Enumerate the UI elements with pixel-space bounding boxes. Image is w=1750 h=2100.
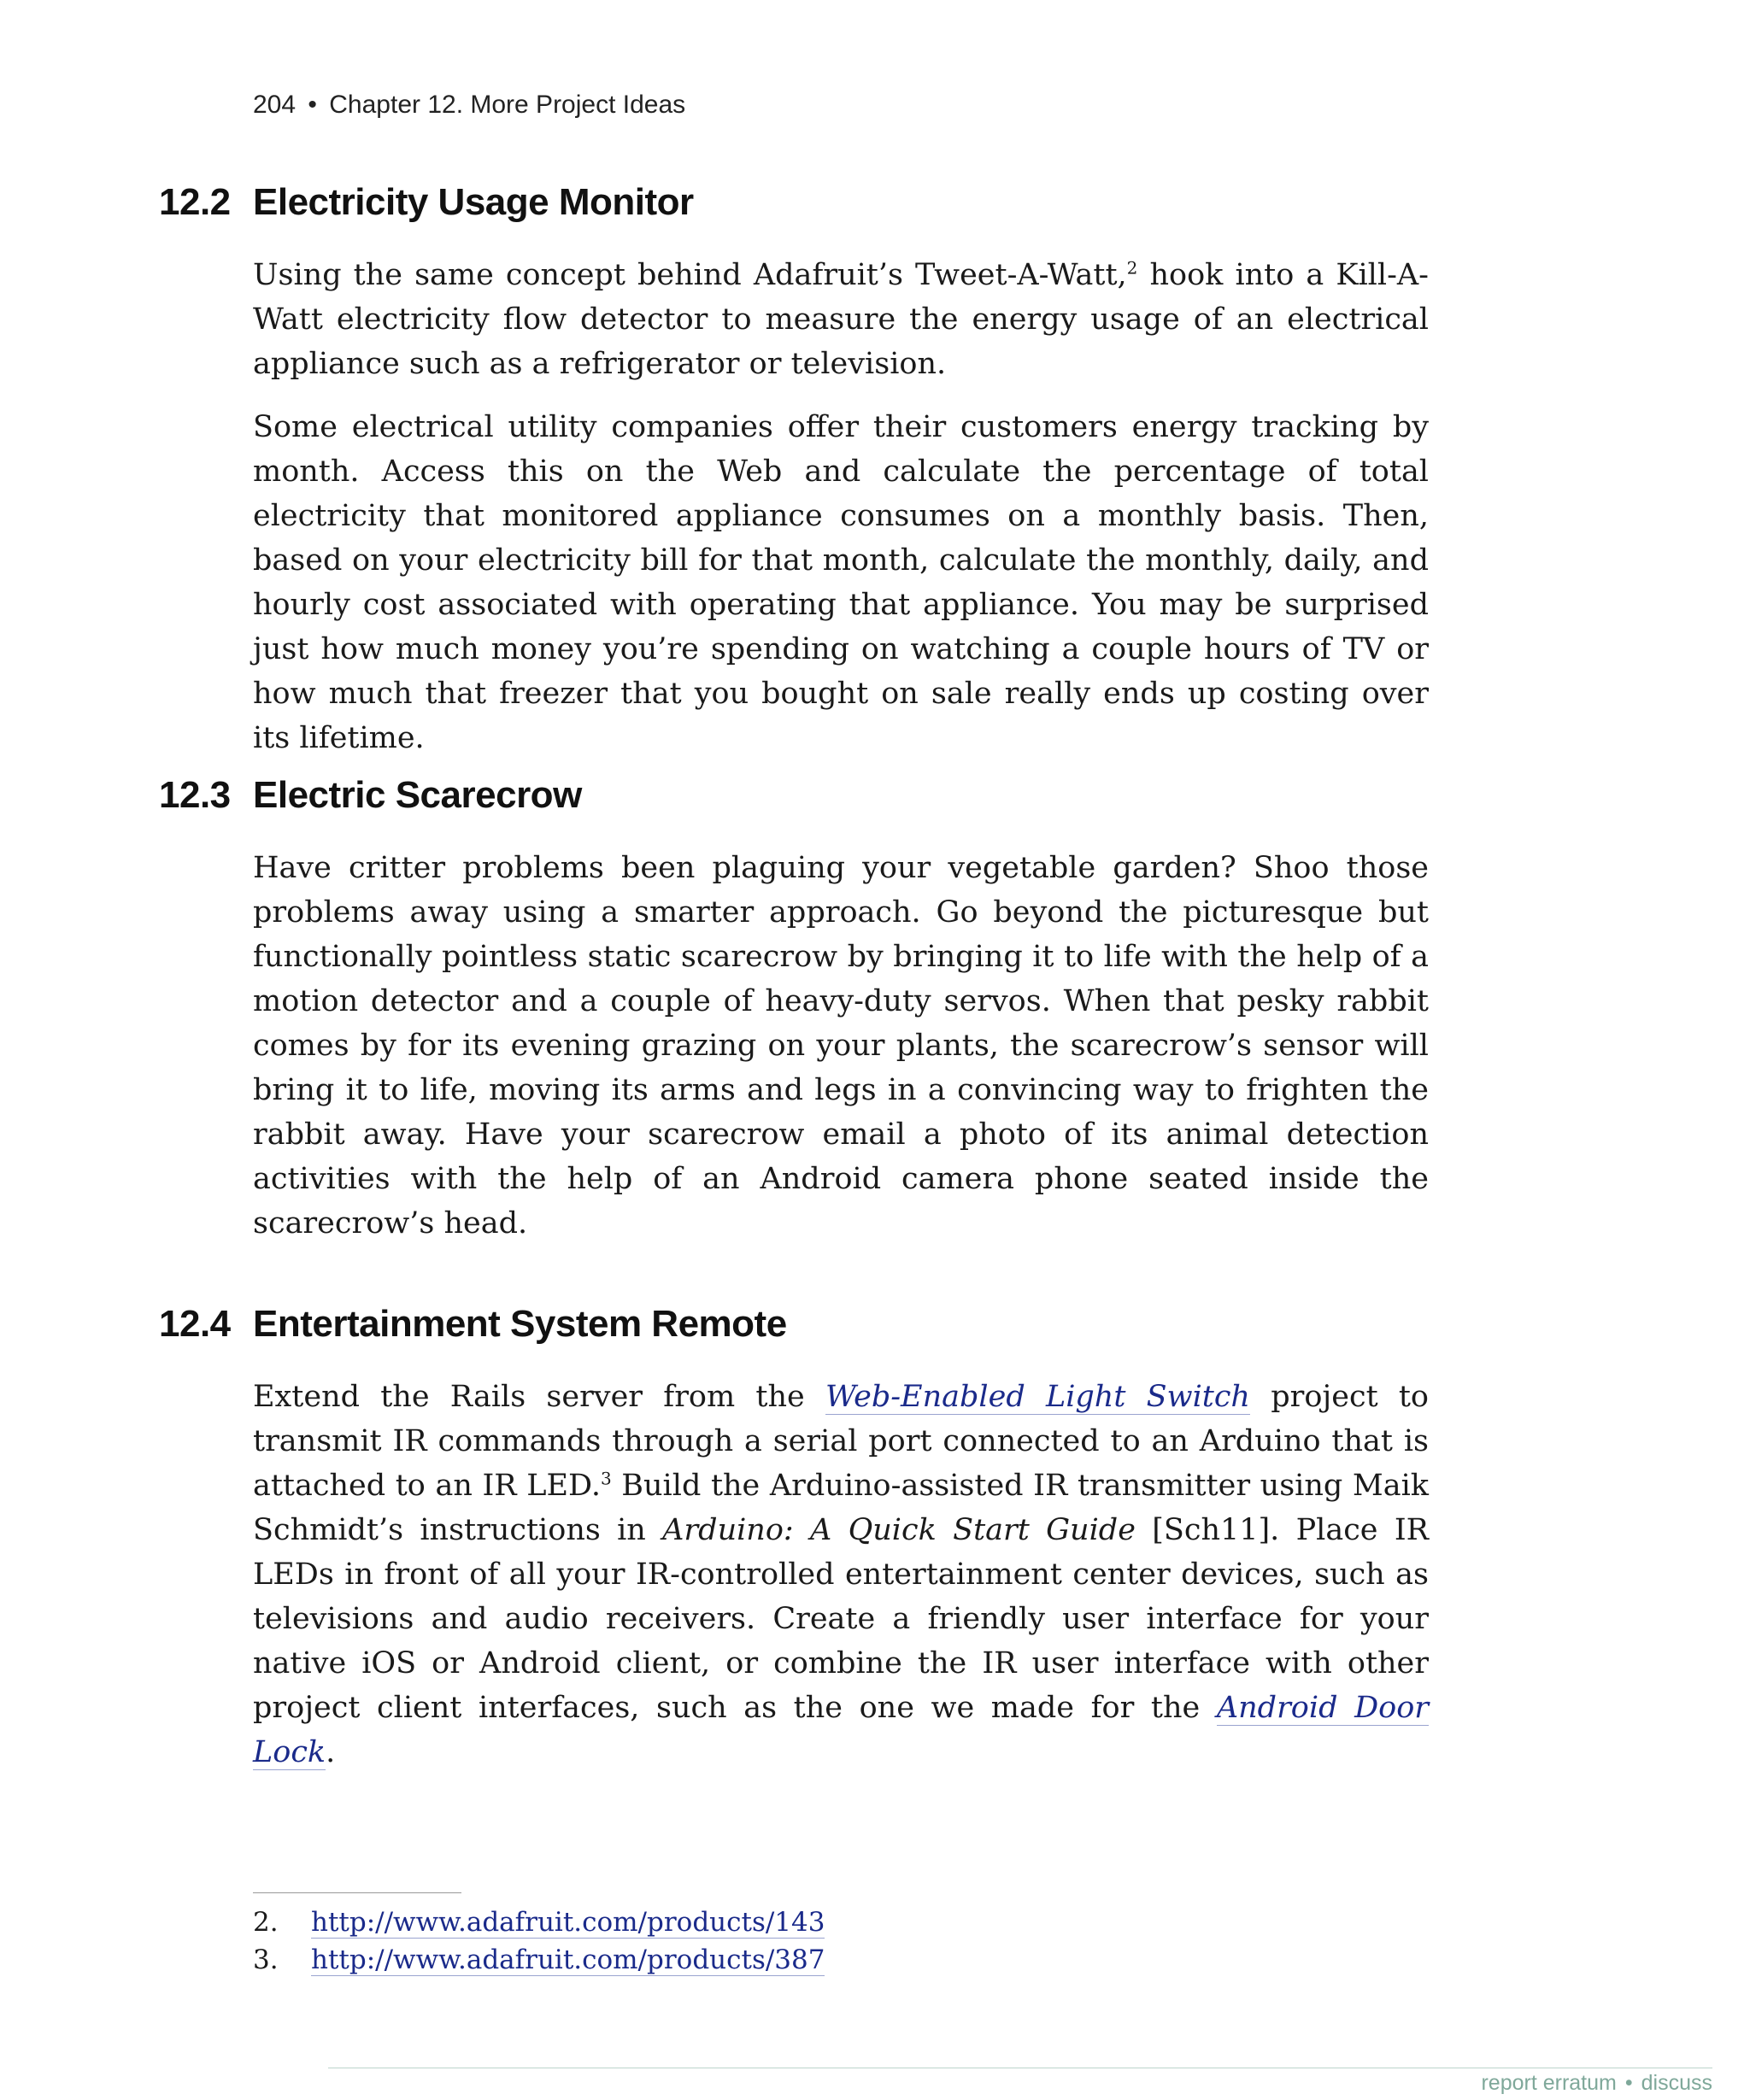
text-run: hook into a Kill-A-Watt electricity flow detector to measure the energy usage of an electrical appliance such as a refrigerator or television. xyxy=(253,258,1429,381)
link-web-enabled-light-switch[interactable]: Web-Enabled Light Switch xyxy=(825,1380,1250,1414)
section-heading xyxy=(159,181,1432,224)
book-citation: Arduino: A Quick Start Guide xyxy=(662,1513,1136,1547)
chapter-title: Chapter 12. More Project Ideas xyxy=(329,91,686,119)
footer-separator: • xyxy=(1624,2071,1633,2095)
text-run: project to transmit IR commands through a serial port connected to an Arduino that is attached to an IR LED. xyxy=(253,1380,1430,1503)
section-12-3 xyxy=(159,774,1432,1264)
footnote-number: 3. xyxy=(253,1945,279,1975)
footnote-divider xyxy=(253,1892,461,1893)
section-number: 12.2 xyxy=(159,181,231,223)
section-12-2 xyxy=(159,181,1432,779)
paragraph xyxy=(253,253,1429,386)
section-heading xyxy=(159,1303,1432,1346)
text-run: [Sch11]. Place IR LEDs in front of all your IR-controlled entertainment center devices, such as televisions and audio receivers. Create a friendly user interface for your native iOS or Android client, or combine the IR user interface with other project client interfaces, such as the one we made for the xyxy=(253,1513,1429,1725)
text-run: Build the Arduino-assisted IR transmitter using Maik Schmidt’s instructions in xyxy=(253,1469,1429,1547)
section-title: Electricity Usage Monitor xyxy=(253,181,694,223)
section-heading xyxy=(159,774,1432,817)
section-number: 12.4 xyxy=(159,1303,231,1345)
section-title: Electric Scarecrow xyxy=(253,774,582,816)
running-header xyxy=(253,91,685,120)
report-erratum-link[interactable]: report erratum xyxy=(1481,2071,1617,2095)
footnote-ref[interactable]: 2 xyxy=(1126,257,1138,279)
section-12-4 xyxy=(159,1303,1432,1793)
footnote-link[interactable]: http://www.adafruit.com/products/387 xyxy=(311,1945,825,1975)
paragraph xyxy=(253,1375,1429,1774)
section-body xyxy=(253,1375,1429,1774)
page-number: 204 xyxy=(253,91,297,119)
section-body xyxy=(253,253,1429,760)
section-title: Entertainment System Remote xyxy=(253,1303,787,1345)
link-android-door-lock[interactable]: Android Door Lock xyxy=(253,1691,1430,1769)
text-run: Extend the Rails server from the xyxy=(253,1380,825,1414)
paragraph: Some electrical utility companies offer their customers energy tracking by month. Access this on the Web and calculate the percentage of total electricity that monitored appliance consumes on a monthly basis. Then, based on your electricity bill for that month, calculate the monthly, daily, and hourly cost associated with operating that appliance. You may be surprised just how much money you’re spending on watching a couple hours of TV or how much that freezer that you bought on sale really ends up costing over its lifetime. xyxy=(253,410,1429,755)
text-run: . xyxy=(326,1735,336,1769)
footnote-ref[interactable]: 3 xyxy=(600,1468,612,1489)
footnote-link[interactable]: http://www.adafruit.com/products/143 xyxy=(311,1907,825,1938)
footnotes xyxy=(253,1903,825,1979)
header-bullet: • xyxy=(308,91,317,119)
section-number: 12.3 xyxy=(159,774,231,816)
footnote-number: 2. xyxy=(253,1907,279,1938)
paragraph: Have critter problems been plaguing your vegetable garden? Shoo those problems away using a smarter approach. Go beyond the picturesque but functionally pointless static scarecrow by bringing it to life with the help of a motion detector and a couple of heavy-duty servos. When that pesky rabbit comes by for its evening grazing on your plants, the scarecrow’s sensor will bring it to life, moving its arms and legs in a convincing way to frighten the rabbit away. Have your scarecrow email a photo of its animal detection activities with the help of an Android camera phone seated inside the scarecrow’s head. xyxy=(253,851,1429,1241)
section-body xyxy=(253,846,1429,1246)
footer-links xyxy=(1481,2071,1712,2096)
footnote-item xyxy=(253,1941,825,1979)
text-run: Using the same concept behind Adafruit’s Tweet-A-Watt, xyxy=(253,258,1127,292)
discuss-link[interactable]: discuss xyxy=(1641,2071,1712,2095)
footnote-item xyxy=(253,1903,825,1941)
